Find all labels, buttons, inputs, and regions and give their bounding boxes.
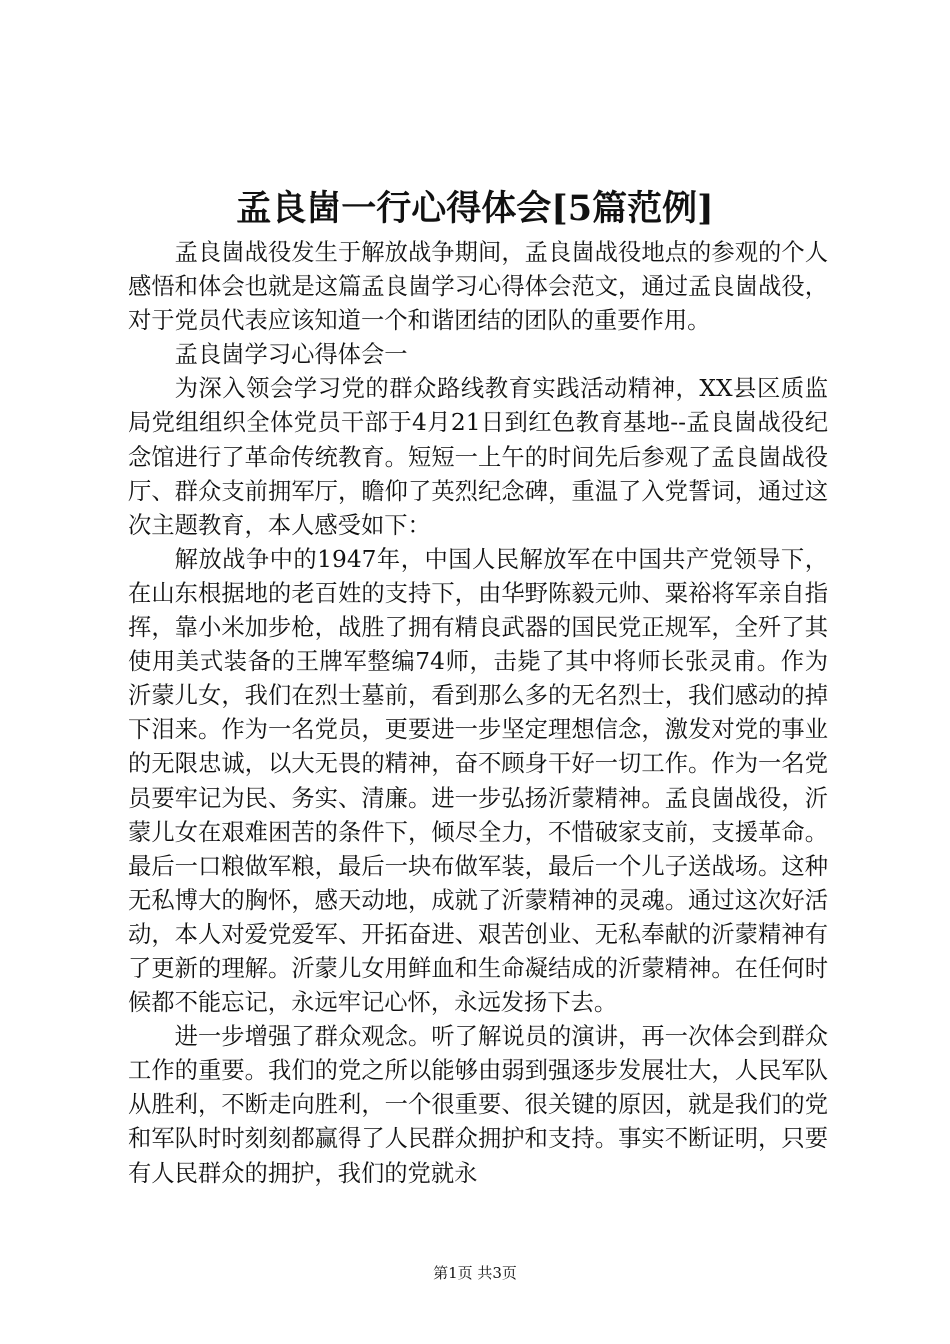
document-body	[128, 236, 828, 1191]
document-title: 孟良崮一行心得体会[5篇范例]	[236, 188, 714, 229]
intro-paragraph: 孟良崮战役发生于解放战争期间，孟良崮战役地点的参观的个人感悟和体会也就是这篇孟良崮学习心得体会范文，通过孟良崮战役，对于党员代表应该知道一个和谐团结的团队的重要作用。	[128, 239, 828, 335]
section-heading: 孟良崮学习心得体会一	[174, 341, 408, 369]
body-paragraph: 进一步增强了群众观念。听了解说员的演讲，再一次体会到群众工作的重要。我们的党之所以能够由弱到强逐步发展壮大，人民军队从胜利，不断走向胜利，一个很重要、很关键的原因，就是我们的党和军队时时刻刻都赢得了人民群众拥护和支持。事实不断证明，只要有人民群众的拥护，我们的党就永	[128, 1023, 828, 1187]
page-number: 第1页 共3页	[433, 1264, 517, 1282]
body-paragraph: 解放战争中的1947年，中国人民解放军在中国共产党领导下，在山东根据地的老百姓的支持下，由华野陈毅元帅、粟裕将军亲自指挥，靠小米加步枪，战胜了拥有精良武器的国民党正规军，全歼了其使用美式装备的王牌军整编74师，击毙了其中将师长张灵甫。作为沂蒙儿女，我们在烈士墓前，看到那么多的无名烈士，我们感动的掉下泪来。作为一名党员，更要进一步坚定理想信念，激发对党的事业的无限忠诚，以大无畏的精神，奋不顾身干好一切工作。作为一名党员要牢记为民、务实、清廉。进一步弘扬沂蒙精神。孟良崮战役，沂蒙儿女在艰难困苦的条件下，倾尽全力，不惜破家支前，支援革命。最后一口粮做军粮，最后一块布做军装，最后一个儿子送战场。这种无私博大的胸怀，感天动地，成就了沂蒙精神的灵魂。通过这次好活动，本人对爱党爱军、开拓奋进、艰苦创业、无私奉献的沂蒙精神有了更新的理解。沂蒙儿女用鲜血和生命凝结成的沂蒙精神。在任何时候都不能忘记，永远牢记心怀，永远发扬下去。	[128, 545, 828, 1017]
body-paragraph: 为深入领会学习党的群众路线教育实践活动精神，XX县区质监局党组组织全体党员干部于4月21日到红色教育基地--孟良崮战役纪念馆进行了革命传统教育。短短一上午的时间先后参观了孟良崮战役厅、群众支前拥军厅，瞻仰了英烈纪念碑，重温了入党誓词，通过这次主题教育，本人感受如下：	[128, 375, 828, 539]
